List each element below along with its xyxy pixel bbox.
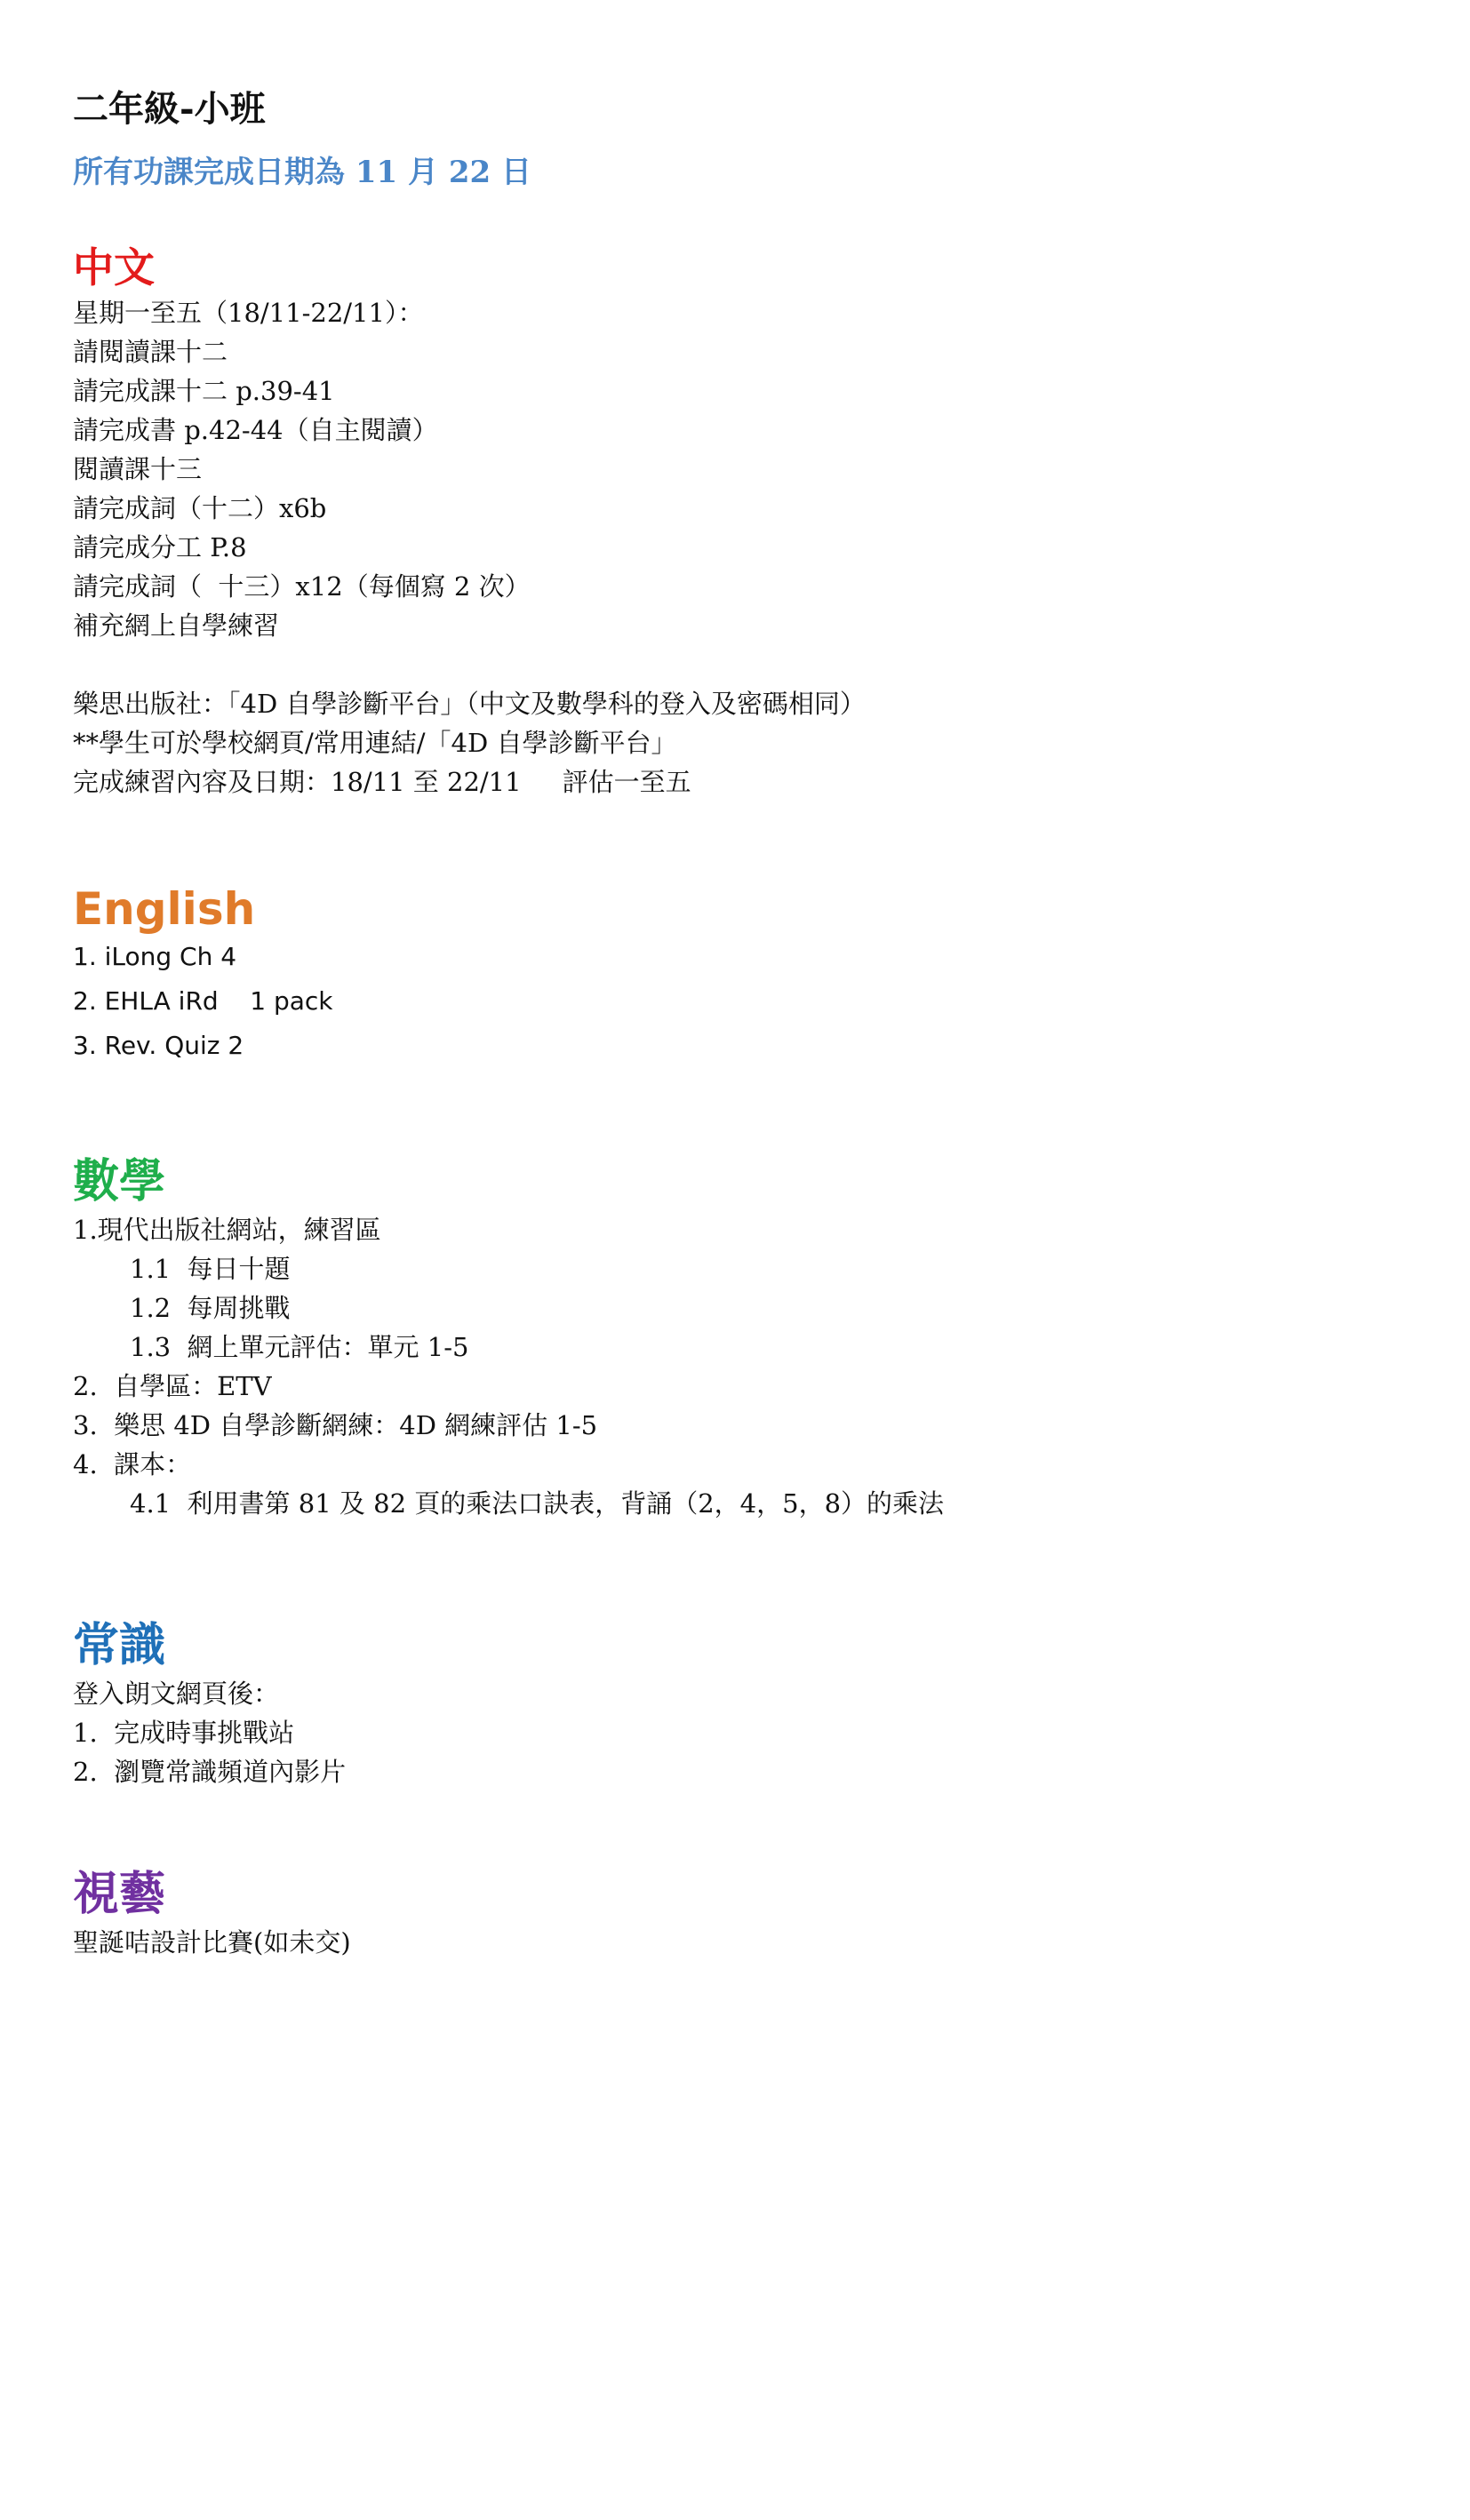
math-item: 2. 自學區：ETV <box>73 1371 272 1401</box>
visual-arts-item: 聖誕咭設計比賽(如未交) <box>73 1927 351 1958</box>
section-math <box>73 1153 1397 1523</box>
visual-arts-heading: 視藝 <box>73 1867 166 1921</box>
math-subitem: 4.1 利用書第 81 及 82 頁的乘法口訣表，背誦（2，4，5，8）的乘法 <box>130 1488 945 1519</box>
math-item: 3. 樂思 4D 自學診斷網練：4D 網練評估 1-5 <box>73 1410 598 1440</box>
math-subitem: 1.2 每周挑戰 <box>130 1293 291 1323</box>
english-item: 1. iLong Ch 4 <box>73 942 237 971</box>
math-item: 1.現代出版社網站，練習區 <box>73 1215 381 1245</box>
spacer <box>73 645 1397 684</box>
section-general-studies <box>73 1617 1397 1791</box>
due-date-note: 所有功課完成日期為 11 月 22 日 <box>73 155 531 190</box>
chinese-line: 補充網上自學練習 <box>73 610 280 641</box>
math-heading: 數學 <box>73 1154 166 1208</box>
general-studies-item: 1. 完成時事挑戰站 <box>73 1718 295 1748</box>
math-subitem: 1.1 每日十題 <box>130 1254 291 1284</box>
chinese-note: 完成練習內容及日期：18/11 至 22/11 評估一至五 <box>73 767 691 797</box>
chinese-heading: 中文 <box>73 243 155 291</box>
math-subitem: 1.3 網上單元評估：單元 1-5 <box>130 1332 469 1362</box>
chinese-line: 請完成詞（ 十三）x12（每個寫 2 次） <box>73 571 531 602</box>
section-visual-arts <box>73 1866 1397 1962</box>
math-item: 4. 課本： <box>73 1449 192 1479</box>
general-studies-item: 2. 瀏覽常識頻道內影片 <box>73 1757 347 1787</box>
document-page <box>73 87 1397 1962</box>
section-english <box>73 883 1397 1068</box>
chinese-line: 請完成分工 P.8 <box>73 532 247 562</box>
chinese-line: 請完成課十二 p.39-41 <box>73 376 335 406</box>
general-studies-heading: 常識 <box>73 1618 166 1672</box>
english-heading: English <box>73 883 256 935</box>
chinese-line: 請閱讀課十二 <box>73 337 228 367</box>
chinese-line: 請完成詞（十二）x6b <box>73 493 327 523</box>
section-chinese <box>73 242 1397 801</box>
english-item: 3. Rev. Quiz 2 <box>73 1031 244 1060</box>
chinese-line: 閱讀課十三 <box>73 454 203 484</box>
chinese-line: 星期一至五（18/11-22/11）： <box>73 298 424 328</box>
english-item: 2. EHLA iRd 1 pack <box>73 986 333 1016</box>
chinese-note: **學生可於學校網頁/常用連結/「4D 自學診斷平台」 <box>73 728 677 758</box>
chinese-note: 樂思出版社：「4D 自學診斷平台」（中文及數學科的登入及密碼相同） <box>73 689 866 719</box>
general-studies-intro: 登入朗文網頁後： <box>73 1679 280 1709</box>
chinese-line: 請完成書 p.42-44（自主閱讀） <box>73 415 438 445</box>
page-title: 二年級-小班 <box>73 88 266 130</box>
